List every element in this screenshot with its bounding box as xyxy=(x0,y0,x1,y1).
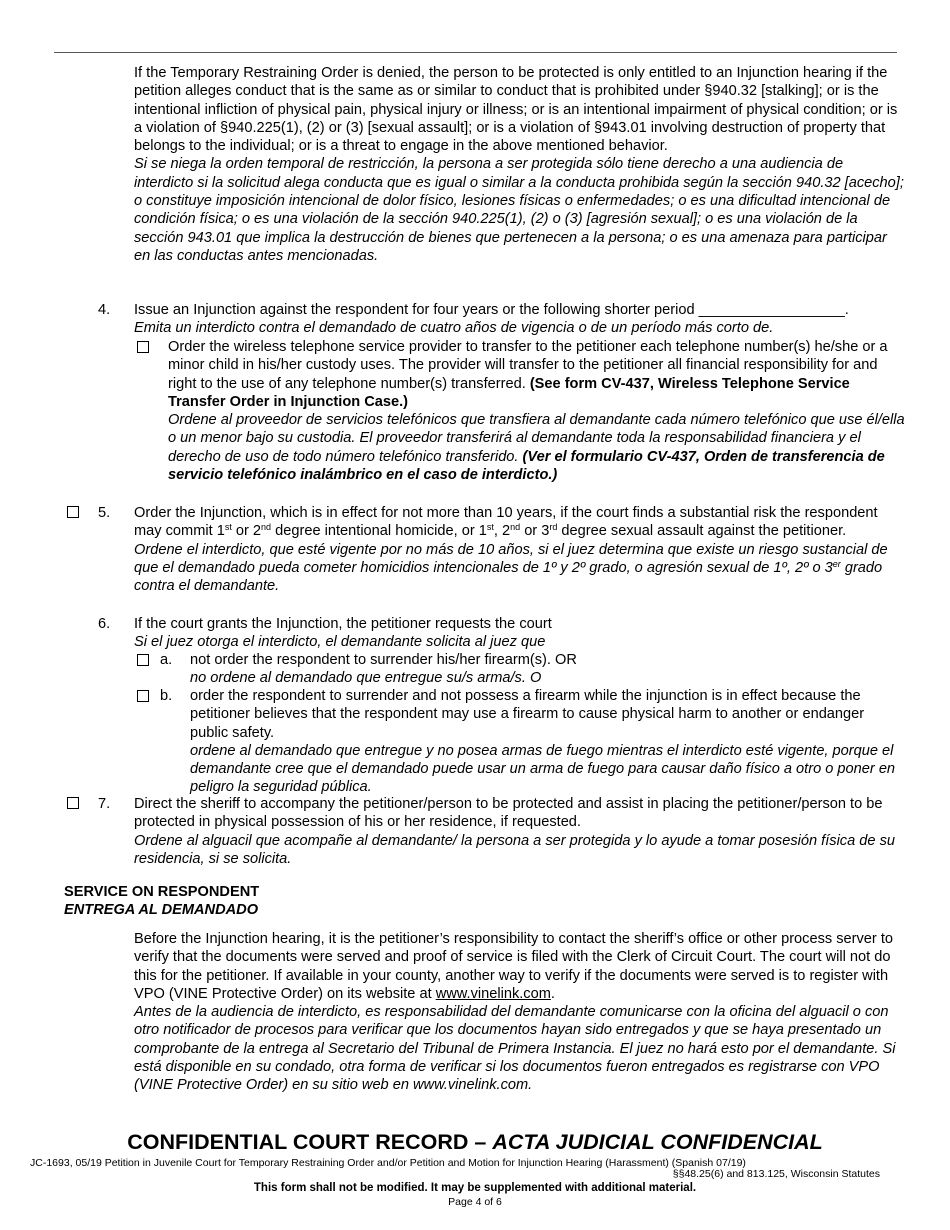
item-4-text-es: Emita un interdicto contra el demandado de cuatro años de vigencia o de un período más corto de. xyxy=(134,320,774,337)
item-6a-checkbox[interactable] xyxy=(137,654,149,666)
item-5-text-es: Ordene el interdicto, que esté vigente por no más de 10 años, si el juez determina que existe un riesgo sustancial de que el demandado pueda cometer homicidios intencionales de 1º y 2º grado, o agresión sexual de 1º, 2º o 3er grado contra el demandante. xyxy=(134,541,888,595)
item-5-number: 5. xyxy=(98,505,111,521)
item-7-number: 7. xyxy=(98,796,111,812)
item-4-wireless-checkbox[interactable] xyxy=(137,341,149,353)
item-6a-text-en: not order the respondent to surrender his/her firearm(s). OR xyxy=(190,652,577,668)
item-7-text-es: Ordene al alguacil que acompañe al demandante/ la persona a ser protegida y lo ayude a tomar posesión física de su residencia, si se solicita. xyxy=(134,832,895,867)
item-6b xyxy=(190,687,906,797)
service-text: Before the Injunction hearing, it is the petitioner’s responsibility to contact the sheriff’s office or other process server to verify that the documents were served and proof of service is filed with the Clerk of Circuit Court. The court will not do this for the petitioner. If available in your county, another way to verify if the documents were served is to register with VPO (VINE Protective Order) on its website at www.vinelink.com. Antes de la audiencia de interdicto, es responsabilidad del demandante comunicarse con la oficina del alguacil o con otro notificador de procesos para verificar que los documentos hayan sido entregados y que se haya presentado un comprobante de la entrega al Secretario del Tribunal de Primera Instancia. El juez no hará esto por el demandante. Si está disponible en su condado, otra forma de verificar si los documentos fueron entregados es registrarse con VPO (VINE Protective Order) en su sitio web en www.vinelink.com. xyxy=(134,930,906,1095)
item-6a-text-es: no ordene al demandado que entregue su/s arma/s. O xyxy=(190,670,542,687)
item-6a-label: a. xyxy=(160,652,173,668)
item-7-text-en: Direct the sheriff to accompany the petitioner/person to be protected and assist in placing the petitioner/person to be protected in physical possession of his or her residence, if requested. xyxy=(134,796,883,831)
service-heading-en: SERVICE ON RESPONDENT xyxy=(64,884,260,900)
item-5-text-en: Order the Injunction, which is in effect for not more than 10 years, if the court finds a substantial risk the respondent may commit 1st or 2nd degree intentional homicide, or 1st, 2nd or 3rd degree sexual assault against the petitioner. xyxy=(134,505,878,540)
item-6-text-en: If the court grants the Injunction, the petitioner requests the court xyxy=(134,616,552,632)
item-6b-text-es: ordene al demandado que entregue y no posea armas de fuego mientras el interdicto esté vigente, porque el demandante cree que el demandado puede usar un arma de fuego para causar daño físico a otro o poner en peligro la seguridad pública. xyxy=(190,742,896,796)
item-4-number: 4. xyxy=(98,302,111,318)
wireless-form-ref-en: (See form CV-437, Wireless Telephone Service Transfer Order in Injunction Case.) xyxy=(168,375,850,410)
item-5-checkbox[interactable] xyxy=(67,506,79,518)
form-identifier: JC-1693, 05/19 Petition in Juvenile Court for Temporary Restraining Order and/or Petition and Motion for Injunction Hearing (Harassment) (Spanish 07/19) xyxy=(30,1157,746,1169)
item-4 xyxy=(134,301,906,338)
page-number: Page 4 of 6 xyxy=(448,1196,502,1208)
top-divider xyxy=(54,52,897,53)
service-text-en: Before the Injunction hearing, it is the petitioner’s responsibility to contact the sheriff’s office or other process server to verify that the documents were served and proof of service is filed with the Clerk of Circuit Court. The court will not do this for the petitioner. If available in your county, another way to verify if the documents were served is to register with VPO (VINE Protective Order) on its website at xyxy=(134,931,894,1002)
item-6-text-es: Si el juez otorga el interdicto, el demandante solicita al juez que xyxy=(134,634,546,651)
item-6 xyxy=(134,615,906,652)
intro-text-es: Si se niega la orden temporal de restricción, la persona a ser protegida sólo tiene derecho a una audiencia de interdicto si la solicitud alega conducta que es igual o similar a la conducta prohibida según la sección 940.32 [acecho]; o constituye imposición intencional de dolor físico, lesiones físicas o enfermedades; o es una dificultad intencional de condición física; o es una violación de la sección 940.225(1), (2) o (3) [agresión sexual]; o es una violación de la sección 943.01 que implica la destrucción de bienes que pertenecen a la persona; o es una amenaza para participar en las conductas antes mencionadas. xyxy=(134,156,904,264)
wireless-form-ref-es: (Ver el formulario CV-437, Orden de transferencia de servicio telefónico inalámbrico en el caso de interdicto.) xyxy=(168,448,885,484)
item-5 xyxy=(134,504,906,595)
confidential-title: CONFIDENTIAL COURT RECORD – ACTA JUDICIAL CONFIDENCIAL xyxy=(127,1130,823,1154)
statutes-reference: §§48.25(6) and 813.125, Wisconsin Statutes xyxy=(672,1168,880,1180)
modification-notice: This form shall not be modified. It may be supplemented with additional material. xyxy=(253,1182,697,1194)
wireless-text-es: Ordene al proveedor de servicios telefónicos que transfiera al demandante cada número telefónico que use él/ella o un menor bajo su custodia. El proveedor transferirá al demandante toda la responsabilidad financiera y el derecho de uso de todo número telefónico transferido. xyxy=(168,412,905,465)
item-6a xyxy=(190,651,906,688)
item-6b-label: b. xyxy=(160,688,173,704)
intro-text-en: If the Temporary Restraining Order is denied, the person to be protected is only entitled to an Injunction hearing if the petition alleges conduct that is the same as or similar to conduct that is prohibited under §940.32 [stalking]; or is the intentional infliction of physical pain, physical injury or illness; or is an intentional impairment of physical condition; or is a violation of §940.225(1), (2) or (3) [sexual assault]; or is a violation of §943.01 involving destruction of property that belongs to the individual; or is a threat to engage in the above mentioned behavior. xyxy=(134,65,898,155)
service-heading-es: ENTREGA AL DEMANDADO xyxy=(64,902,259,919)
item-4-wireless-option xyxy=(168,338,906,484)
item-6-number: 6. xyxy=(98,616,111,632)
vinelink-link[interactable]: www.vinelink.com xyxy=(435,985,551,1002)
item-4-text-en: Issue an Injunction against the respondent for four years or the following shorter period __________________. xyxy=(134,302,849,318)
item-6b-text-en: order the respondent to surrender and not possess a firearm while the injunction is in effect because the petitioner believes that the respondent may use a firearm to cause physical harm to another or endanger public safety. xyxy=(190,688,865,741)
item-7-checkbox[interactable] xyxy=(67,797,79,809)
service-heading xyxy=(64,883,259,920)
wireless-text-en: Order the wireless telephone service provider to transfer to the petitioner each telephone number(s) he/she or a minor child in his/her custody uses. The provider will transfer to the petitioner all financial responsibility for and right to the use of any telephone number(s) transferred. xyxy=(168,339,888,392)
intro-block xyxy=(134,64,906,265)
item-7 xyxy=(134,795,906,868)
item-6b-checkbox[interactable] xyxy=(137,690,149,702)
service-text-es: Antes de la audiencia de interdicto, es responsabilidad del demandante comunicarse con la oficina del alguacil o con otro notificador de procesos para verificar que los documentos hayan sido entregados y que se haya presentado un comprobante de la entrega al Secretario del Tribunal de Primera Instancia. El juez no hará esto por el demandante. Si está disponible en su condado, otra forma de verificar si los documentos fueron entregados es registrarse con VPO (VINE Protective Order) en su sitio web en www.vinelink.com. xyxy=(134,1004,896,1094)
